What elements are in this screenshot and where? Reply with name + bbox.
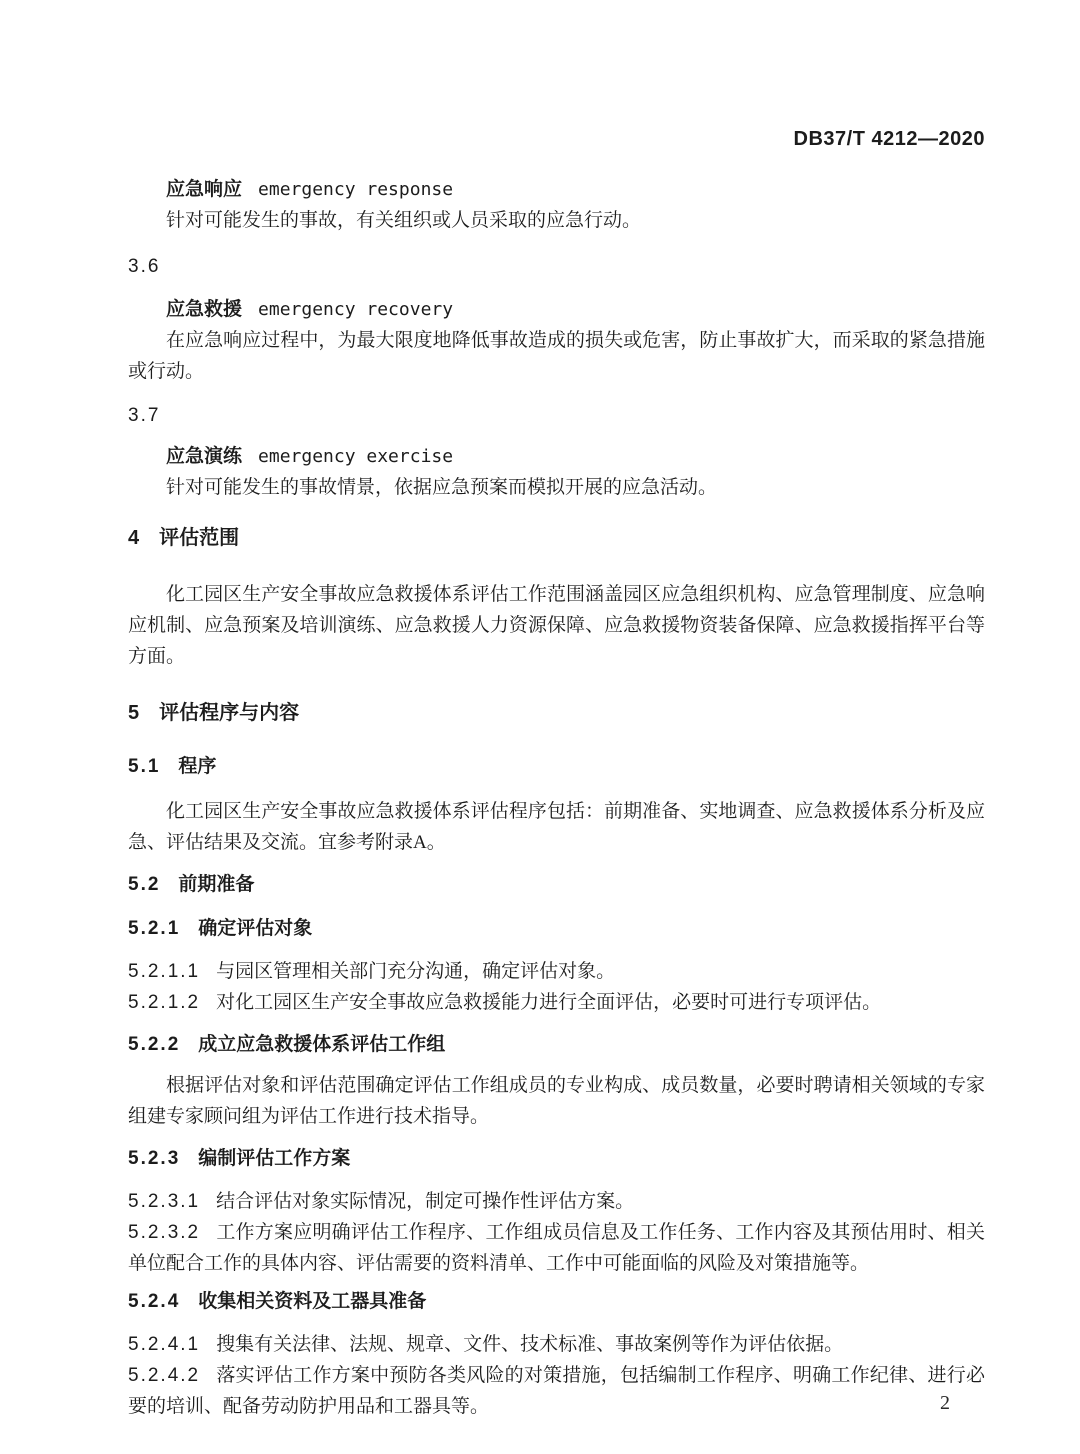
section-heading-5-2 [128,870,985,900]
section-number: 4 [128,527,142,549]
clause-text: 与园区管理相关部门充分沟通，确定评估对象。 [216,961,616,982]
section-title: 成立应急救援体系评估工作组 [198,1034,446,1055]
clause-5-2-4-2 [128,1360,985,1422]
term-line [128,441,985,472]
term-en: emergency response [258,179,454,200]
clause-number: 5.2.1.2 [128,992,201,1013]
page-number: 2 [940,1392,950,1414]
section-title: 评估范围 [159,527,240,549]
clause-5-2-4-1 [128,1329,985,1360]
term-en: emergency recovery [258,299,454,320]
section-paragraph: 化工园区生产安全事故应急救援体系评估工作范围涵盖园区应急组织机构、应急管理制度、应急响应机制、应急预案及培训演练、应急救援人力资源保障、应急救援物资装备保障、应急救援指挥平台等方面。 [128,584,985,667]
clause-text: 对化工园区生产安全事故应急救援能力进行全面评估，必要时可进行专项评估。 [216,992,882,1013]
section-heading-4 [128,523,985,553]
section-heading-5 [128,698,985,728]
term-block-emergency-recovery [128,294,985,387]
section-title: 前期准备 [178,874,255,895]
clause-text: 落实评估工作方案中预防各类风险的对策措施，包括编制工作程序、明确工作纪律、进行必要的培训、配备劳动防护用品和工器具等。 [128,1365,985,1417]
term-definition: 针对可能发生的事故情景，依据应急预案而模拟开展的应急活动。 [166,477,718,498]
term-definition: 针对可能发生的事故，有关组织或人员采取的应急行动。 [166,210,642,231]
term-zh: 应急响应 [166,179,243,200]
term-block-emergency-response [128,174,985,236]
section-number: 5.2.1 [128,918,181,939]
clause-number: 5.2.3.1 [128,1191,201,1212]
section-title: 确定评估对象 [198,918,313,939]
term-zh: 应急救援 [166,299,243,320]
section-title: 评估程序与内容 [159,702,300,724]
section-paragraph: 根据评估对象和评估范围确定评估工作组成员的专业构成、成员数量，必要时聘请相关领域的专家组建专家顾问组为评估工作进行技术指导。 [128,1075,985,1127]
section-title: 程序 [178,756,217,777]
section-heading-5-2-3 [128,1144,985,1174]
clause-text: 结合评估对象实际情况，制定可操作性评估方案。 [216,1191,635,1212]
clause-number: 5.2.4.1 [128,1334,201,1355]
section-number: 5.2 [128,874,161,895]
clause-number: 5.2.3.2 [128,1222,201,1243]
term-block-emergency-exercise [128,441,985,503]
section-number: 5.2.4 [128,1291,181,1312]
clause-number: 5.2.4.2 [128,1365,201,1386]
clause-5-2-1-1 [128,956,985,987]
section-number: 5.1 [128,756,161,777]
clause-5-2-3-1 [128,1186,985,1217]
section-heading-5-1 [128,752,985,782]
page-content [128,124,985,1422]
term-line [128,294,985,325]
term-zh: 应急演练 [166,446,243,467]
section-heading-5-2-2 [128,1030,985,1060]
section-number: 5.2.2 [128,1034,181,1055]
term-number-3-6: 3.6 [128,256,161,277]
clause-5-2-1-2 [128,987,985,1018]
term-definition: 在应急响应过程中，为最大限度地降低事故造成的损失或危害，防止事故扩大，而采取的紧急措施或行动。 [128,330,985,382]
term-number-3-7: 3.7 [128,405,161,426]
term-line [128,174,985,205]
section-heading-5-2-4 [128,1287,985,1317]
section-title: 编制评估工作方案 [198,1148,351,1169]
section-number: 5.2.3 [128,1148,181,1169]
clause-number: 5.2.1.1 [128,961,201,982]
section-paragraph: 化工园区生产安全事故应急救援体系评估程序包括：前期准备、实地调查、应急救援体系分析及应急、评估结果及交流。宜参考附录A。 [128,801,985,853]
clause-text: 工作方案应明确评估工作程序、工作组成员信息及工作任务、工作内容及其预估用时、相关单位配合工作的具体内容、评估需要的资料清单、工作中可能面临的风险及对策措施等。 [128,1222,985,1274]
section-title: 收集相关资料及工器具准备 [198,1291,427,1312]
section-number: 5 [128,702,142,724]
section-heading-5-2-1 [128,914,985,944]
term-en: emergency exercise [258,446,454,467]
clause-text: 搜集有关法律、法规、规章、文件、技术标准、事故案例等作为评估依据。 [216,1334,844,1355]
clause-5-2-3-2 [128,1217,985,1279]
standard-number: DB37/T 4212—2020 [793,128,985,150]
